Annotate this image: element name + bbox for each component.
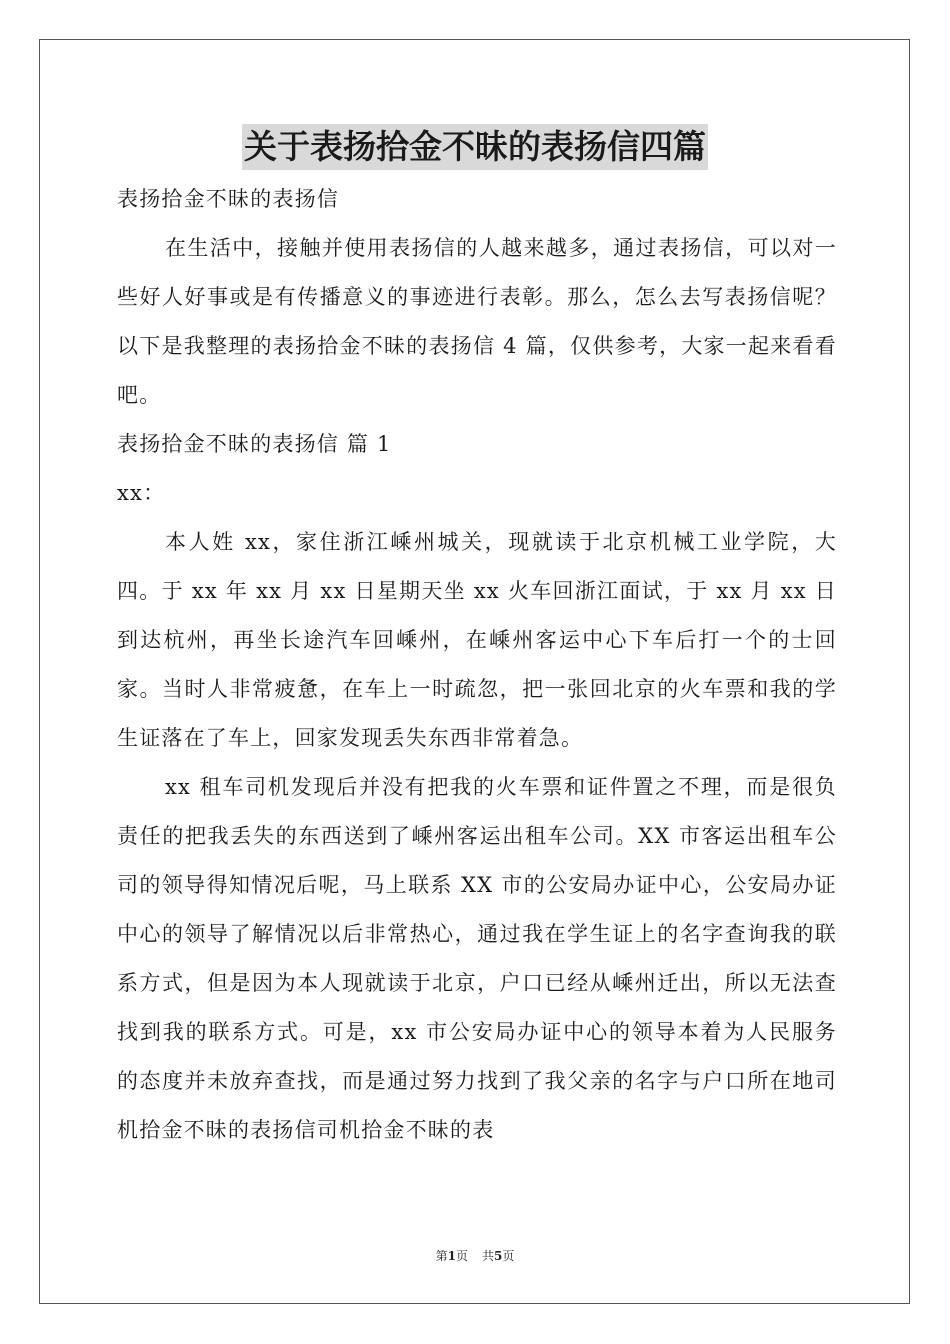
- page-footer: [0, 1248, 950, 1264]
- body-paragraph: xx 租车司机发现后并没有把我的火车票和证件置之不理，而是很负责任的把我丢失的东西送到了嵊州客运出租车公司。XX 市客运出租车公司的领导得知情况后呢，马上联系 XX 市的公安局办证中心，公安局办证中心的领导了解情况以后非常热心，通过我在学生证上的名字查询我的联系方式，但是因为本人现就读于北京，户口已经从嵊州迁出，所以无法查找到我的联系方式。可是，xx 市公安局办证中心的领导本着为人民服务的态度并未放弃查找，而是通过努力找到了我父亲的名字与户口所在地司机拾金不昧的表扬信司机拾金不昧的表: [117, 775, 837, 1142]
- intro-paragraph: 在生活中，接触并使用表扬信的人越来越多，通过表扬信，可以对一些好人好事或是有传播意义的事迹进行表彰。那么，怎么去写表扬信呢？以下是我整理的表扬拾金不昧的表扬信 4 篇，仅供参考，大家一起来看看吧。: [117, 236, 837, 407]
- title-container: [0, 124, 950, 170]
- section-heading: 表扬拾金不昧的表扬信 篇 1: [117, 432, 392, 456]
- total-prefix: 共: [482, 1249, 495, 1263]
- page-number: 1: [447, 1249, 456, 1263]
- document-title: 关于表扬拾金不昧的表扬信四篇: [242, 124, 708, 170]
- body-paragraph: 本人姓 xx，家住浙江嵊州城关，现就读于北京机械工业学院，大四。于 xx 年 xx 月 xx 日星期天坐 xx 火车回浙江面试，于 xx 月 xx 日到达杭州，再坐长途汽车回嵊州，在嵊州客运中心下车后打一个的士回家。当时人非常疲惫，在车上一时疏忽，把一张回北京的火车票和我的学生证落在了车上，回家发现丢失东西非常着急。: [117, 530, 837, 750]
- salutation: xx：: [117, 481, 166, 505]
- document-subtitle: 表扬拾金不昧的表扬信: [117, 187, 339, 211]
- page-suffix: 页: [455, 1249, 468, 1263]
- total-suffix: 页: [502, 1249, 515, 1263]
- page-prefix: 第: [435, 1249, 448, 1263]
- document-body: [117, 175, 837, 1155]
- total-pages: 5: [494, 1249, 503, 1263]
